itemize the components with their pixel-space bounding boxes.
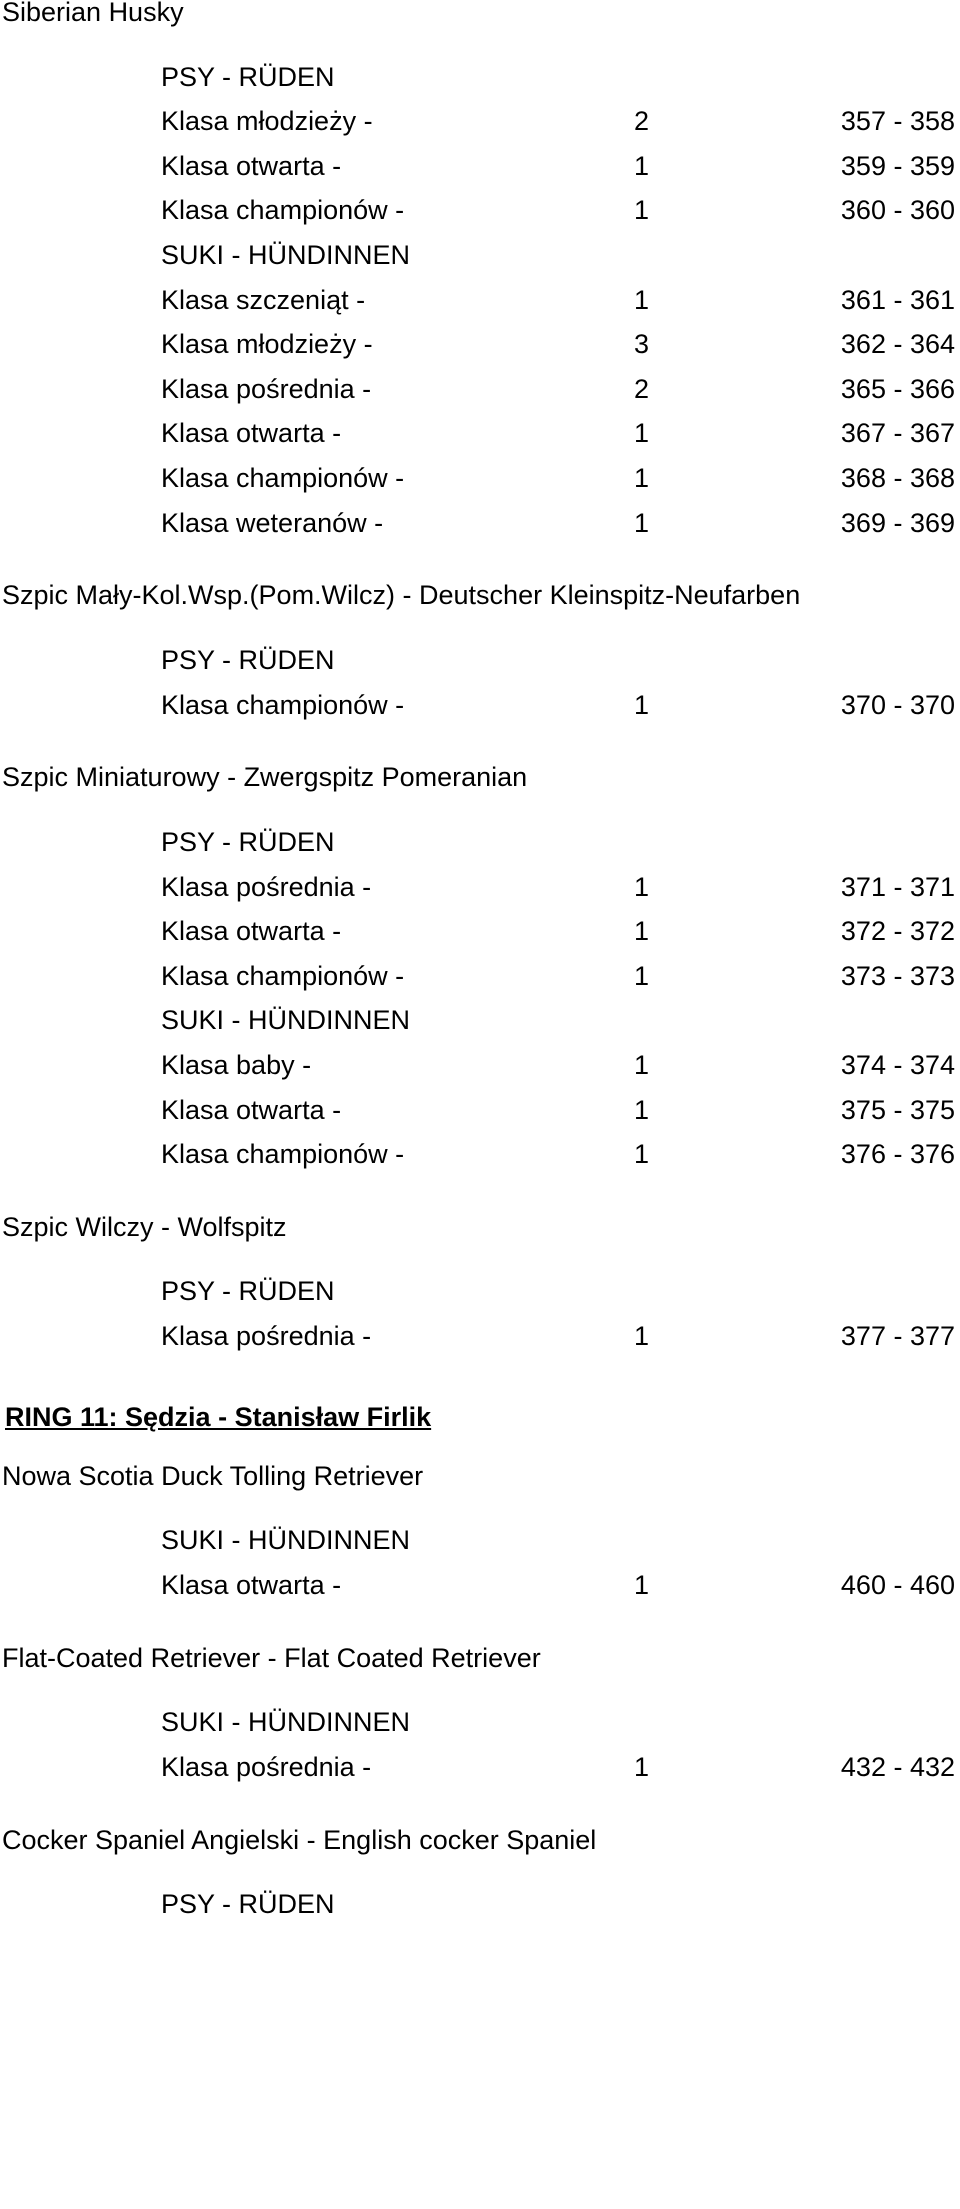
sex-group-heading: SUKI - HÜNDINNEN bbox=[161, 240, 411, 270]
catalog-range: 365 - 366 bbox=[840, 374, 955, 404]
catalog-range: 367 - 367 bbox=[840, 418, 955, 448]
class-label: Klasa championów - bbox=[161, 195, 405, 225]
class-label: Klasa otwarta - bbox=[161, 151, 342, 181]
entry-count: 1 bbox=[634, 1321, 650, 1351]
class-label: Klasa championów - bbox=[161, 961, 405, 991]
sex-group-heading: PSY - RÜDEN bbox=[161, 1889, 335, 1919]
ring-heading: RING 11: Sędzia - Stanisław Firlik bbox=[5, 1402, 432, 1432]
sex-group-heading: PSY - RÜDEN bbox=[161, 1276, 335, 1306]
catalog-range: 377 - 377 bbox=[840, 1321, 955, 1351]
entry-count: 1 bbox=[634, 872, 650, 902]
catalog-range: 372 - 372 bbox=[840, 916, 955, 946]
entry-count: 1 bbox=[634, 285, 650, 315]
catalog-range: 368 - 368 bbox=[840, 463, 955, 493]
class-label: Klasa baby - bbox=[161, 1050, 312, 1080]
entry-count: 1 bbox=[634, 151, 650, 181]
class-label: Klasa otwarta - bbox=[161, 418, 342, 448]
breed-title: Flat-Coated Retriever - Flat Coated Retriever bbox=[2, 1643, 541, 1673]
catalog-range: 362 - 364 bbox=[840, 329, 955, 359]
entry-count: 1 bbox=[634, 961, 650, 991]
entry-count: 1 bbox=[634, 690, 650, 720]
breed-title: Nowa Scotia Duck Tolling Retriever bbox=[2, 1461, 424, 1491]
class-label: Klasa otwarta - bbox=[161, 1570, 342, 1600]
catalog-range: 369 - 369 bbox=[840, 508, 955, 538]
catalog-range: 359 - 359 bbox=[840, 151, 955, 181]
class-label: Klasa pośrednia - bbox=[161, 374, 372, 404]
entry-count: 1 bbox=[634, 195, 650, 225]
sex-group-heading: SUKI - HÜNDINNEN bbox=[161, 1525, 411, 1555]
entry-count: 1 bbox=[634, 418, 650, 448]
entry-count: 1 bbox=[634, 463, 650, 493]
catalog-range: 374 - 374 bbox=[840, 1050, 955, 1080]
class-label: Klasa szczeniąt - bbox=[161, 285, 366, 315]
class-label: Klasa championów - bbox=[161, 690, 405, 720]
entry-count: 1 bbox=[634, 916, 650, 946]
breed-title: Szpic Mały-Kol.Wsp.(Pom.Wilcz) - Deutscher Kleinspitz-Neufarben bbox=[2, 580, 801, 610]
catalog-range: 432 - 432 bbox=[840, 1752, 955, 1782]
catalog-range: 370 - 370 bbox=[840, 690, 955, 720]
entry-count: 1 bbox=[634, 1050, 650, 1080]
class-label: Klasa otwarta - bbox=[161, 916, 342, 946]
entry-count: 2 bbox=[634, 106, 650, 136]
breed-title: Szpic Miniaturowy - Zwergspitz Pomeranian bbox=[2, 762, 528, 792]
entry-count: 1 bbox=[634, 1570, 650, 1600]
class-label: Klasa championów - bbox=[161, 1139, 405, 1169]
entry-count: 1 bbox=[634, 1139, 650, 1169]
entry-count: 1 bbox=[634, 1752, 650, 1782]
catalog-range: 360 - 360 bbox=[840, 195, 955, 225]
sex-group-heading: PSY - RÜDEN bbox=[161, 827, 335, 857]
breed-title: Siberian Husky bbox=[2, 0, 184, 27]
catalog-range: 375 - 375 bbox=[840, 1095, 955, 1125]
class-label: Klasa weteranów - bbox=[161, 508, 384, 538]
entry-count: 1 bbox=[634, 1095, 650, 1125]
sex-group-heading: SUKI - HÜNDINNEN bbox=[161, 1005, 411, 1035]
catalog-range: 460 - 460 bbox=[840, 1570, 955, 1600]
entry-count: 1 bbox=[634, 508, 650, 538]
breed-title: Szpic Wilczy - Wolfspitz bbox=[2, 1212, 287, 1242]
catalog-range: 361 - 361 bbox=[840, 285, 955, 315]
class-label: Klasa pośrednia - bbox=[161, 1321, 372, 1351]
class-label: Klasa otwarta - bbox=[161, 1095, 342, 1125]
catalog-range: 376 - 376 bbox=[840, 1139, 955, 1169]
class-label: Klasa pośrednia - bbox=[161, 872, 372, 902]
class-label: Klasa młodzieży - bbox=[161, 329, 373, 359]
breed-title: Cocker Spaniel Angielski - English cocker Spaniel bbox=[2, 1825, 597, 1855]
sex-group-heading: PSY - RÜDEN bbox=[161, 645, 335, 675]
class-label: Klasa championów - bbox=[161, 463, 405, 493]
class-label: Klasa młodzieży - bbox=[161, 106, 373, 136]
catalog-range: 357 - 358 bbox=[840, 106, 955, 136]
entry-count: 3 bbox=[634, 329, 650, 359]
class-label: Klasa pośrednia - bbox=[161, 1752, 372, 1782]
sex-group-heading: PSY - RÜDEN bbox=[161, 62, 335, 92]
catalog-range: 373 - 373 bbox=[840, 961, 955, 991]
catalog-range: 371 - 371 bbox=[840, 872, 955, 902]
sex-group-heading: SUKI - HÜNDINNEN bbox=[161, 1707, 411, 1737]
entry-count: 2 bbox=[634, 374, 650, 404]
